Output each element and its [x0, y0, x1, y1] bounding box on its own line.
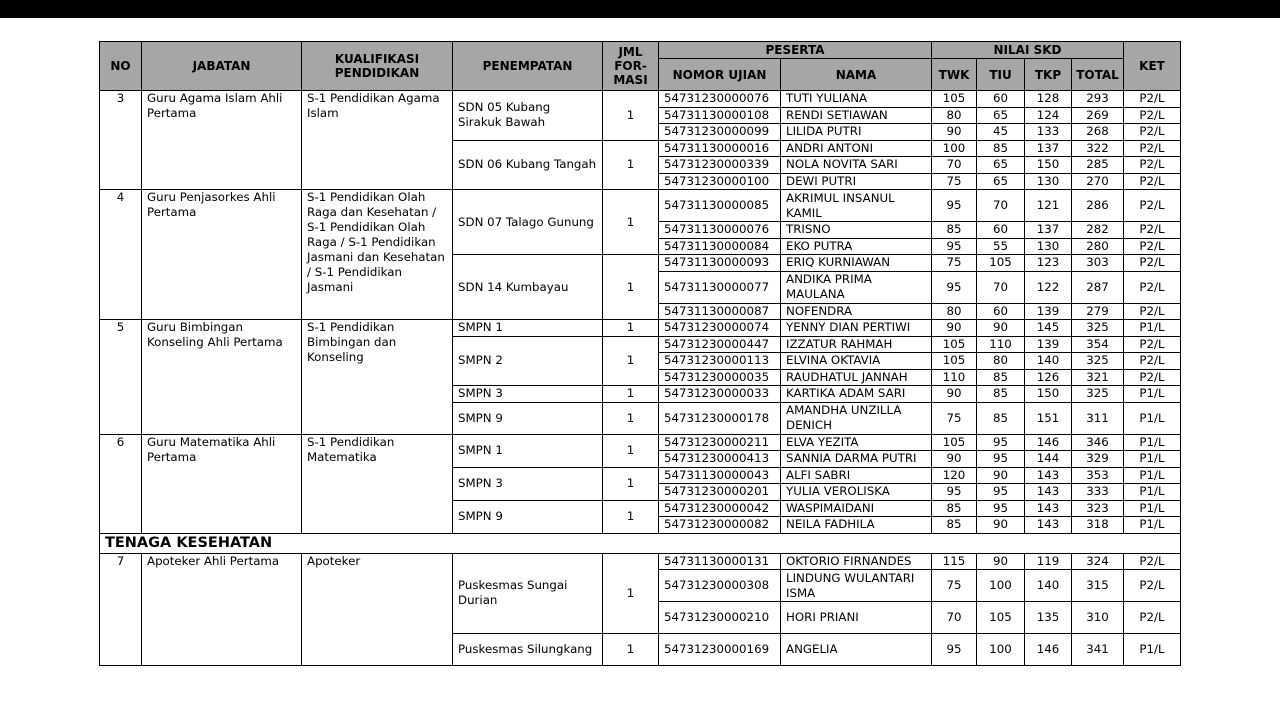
cell-total: 325: [1072, 353, 1124, 370]
cell-twk: 90: [932, 124, 977, 141]
cell-total: 287: [1072, 271, 1124, 303]
cell-twk: 85: [932, 500, 977, 517]
cell-total: 269: [1072, 107, 1124, 124]
cell-nama: ERIQ KURNIAWAN: [781, 255, 932, 272]
table-body: [100, 91, 1181, 666]
cell-tkp: 143: [1025, 500, 1072, 517]
header-total: TOTAL: [1072, 59, 1124, 91]
table-row: [100, 320, 1181, 337]
cell-tiu: 65: [977, 173, 1025, 190]
document-page: [99, 41, 1181, 666]
cell-ket: P1/L: [1124, 434, 1181, 451]
cell-twk: 85: [932, 517, 977, 534]
cell-twk: 90: [932, 451, 977, 468]
cell-nomor-ujian: 54731230000033: [659, 386, 781, 403]
cell-twk: 95: [932, 634, 977, 666]
cell-twk: 80: [932, 303, 977, 320]
cell-penempatan: Puskesmas Silungkang: [453, 634, 603, 666]
cell-nama: OKTORIO FIRNANDES: [781, 553, 932, 570]
cell-tiu: 105: [977, 602, 1025, 634]
cell-twk: 75: [932, 255, 977, 272]
cell-jabatan: Guru Matematika Ahli Pertama: [142, 434, 302, 533]
cell-total: 310: [1072, 602, 1124, 634]
cell-tiu: 110: [977, 336, 1025, 353]
cell-jml-formasi: 1: [603, 402, 659, 434]
cell-twk: 80: [932, 107, 977, 124]
cell-jml-formasi: 1: [603, 467, 659, 500]
cell-twk: 105: [932, 434, 977, 451]
cell-nomor-ujian: 54731230000447: [659, 336, 781, 353]
cell-tkp: 121: [1025, 190, 1072, 222]
cell-nama: TRISNO: [781, 222, 932, 239]
cell-nama: NEILA FADHILA: [781, 517, 932, 534]
cell-tiu: 90: [977, 517, 1025, 534]
cell-tiu: 60: [977, 91, 1025, 108]
cell-tkp: 137: [1025, 140, 1072, 157]
cell-ket: P2/L: [1124, 157, 1181, 174]
cell-ket: P1/L: [1124, 500, 1181, 517]
cell-penempatan: SDN 14 Kumbayau: [453, 255, 603, 320]
cell-nomor-ujian: 54731130000077: [659, 271, 781, 303]
cell-tkp: 137: [1025, 222, 1072, 239]
header-twk: TWK: [932, 59, 977, 91]
cell-tiu: 70: [977, 190, 1025, 222]
cell-tkp: 146: [1025, 634, 1072, 666]
cell-twk: 120: [932, 467, 977, 484]
cell-jml-formasi: 1: [603, 434, 659, 467]
cell-twk: 70: [932, 157, 977, 174]
cell-total: 325: [1072, 320, 1124, 337]
cell-penempatan: SDN 05 Kubang Sirakuk Bawah: [453, 91, 603, 141]
cell-ket: P2/L: [1124, 303, 1181, 320]
cell-nomor-ujian: 54731230000042: [659, 500, 781, 517]
cell-ket: P2/L: [1124, 91, 1181, 108]
cell-nomor-ujian: 54731130000108: [659, 107, 781, 124]
cell-tkp: 135: [1025, 602, 1072, 634]
cell-nomor-ujian: 54731230000169: [659, 634, 781, 666]
cell-tiu: 65: [977, 107, 1025, 124]
cell-ket: P1/L: [1124, 402, 1181, 434]
cell-tkp: 144: [1025, 451, 1072, 468]
section-title: TENAGA KESEHATAN: [100, 533, 1181, 553]
cell-nomor-ujian: 54731230000113: [659, 353, 781, 370]
cell-ket: P2/L: [1124, 553, 1181, 570]
cell-tiu: 70: [977, 271, 1025, 303]
cell-tiu: 55: [977, 238, 1025, 255]
cell-tkp: 143: [1025, 517, 1072, 534]
cell-ket: P1/L: [1124, 451, 1181, 468]
cell-ket: P1/L: [1124, 634, 1181, 666]
cell-twk: 105: [932, 336, 977, 353]
cell-tiu: 95: [977, 451, 1025, 468]
cell-tkp: 126: [1025, 369, 1072, 386]
cell-total: 315: [1072, 570, 1124, 602]
cell-twk: 85: [932, 222, 977, 239]
cell-total: 279: [1072, 303, 1124, 320]
cell-tiu: 85: [977, 386, 1025, 403]
cell-nama: HORI PRIANI: [781, 602, 932, 634]
cell-nama: LILIDA PUTRI: [781, 124, 932, 141]
header-nama: NAMA: [781, 59, 932, 91]
cell-nomor-ujian: 54731230000210: [659, 602, 781, 634]
cell-nama: SANNIA DARMA PUTRI: [781, 451, 932, 468]
cell-ket: P2/L: [1124, 271, 1181, 303]
cell-tkp: 151: [1025, 402, 1072, 434]
cell-nama: DEWI PUTRI: [781, 173, 932, 190]
header-peserta: PESERTA: [659, 42, 932, 59]
cell-nomor-ujian: 54731230000339: [659, 157, 781, 174]
cell-no: 4: [100, 190, 142, 320]
header-ket: KET: [1124, 42, 1181, 91]
cell-ket: P1/L: [1124, 320, 1181, 337]
cell-twk: 95: [932, 190, 977, 222]
cell-total: 341: [1072, 634, 1124, 666]
cell-jabatan: Guru Bimbingan Konseling Ahli Pertama: [142, 320, 302, 435]
cell-tkp: 133: [1025, 124, 1072, 141]
cell-kualifikasi: Apoteker: [302, 553, 453, 666]
cell-jabatan: Guru Penjasorkes Ahli Pertama: [142, 190, 302, 320]
cell-ket: P2/L: [1124, 140, 1181, 157]
cell-tkp: 130: [1025, 238, 1072, 255]
results-table: [99, 41, 1181, 666]
cell-tiu: 60: [977, 303, 1025, 320]
cell-jml-formasi: 1: [603, 336, 659, 386]
cell-ket: P2/L: [1124, 255, 1181, 272]
cell-penempatan: SMPN 1: [453, 320, 603, 337]
header-kualifikasi: KUALIFIKASI PENDIDIKAN: [302, 42, 453, 91]
cell-total: 346: [1072, 434, 1124, 451]
cell-penempatan: SDN 06 Kubang Tangah: [453, 140, 603, 190]
cell-twk: 75: [932, 402, 977, 434]
cell-nomor-ujian: 54731230000100: [659, 173, 781, 190]
cell-jml-formasi: 1: [603, 553, 659, 634]
cell-total: 333: [1072, 484, 1124, 501]
header-tiu: TIU: [977, 59, 1025, 91]
cell-twk: 105: [932, 91, 977, 108]
cell-tkp: 139: [1025, 303, 1072, 320]
cell-tkp: 140: [1025, 353, 1072, 370]
cell-tkp: 123: [1025, 255, 1072, 272]
cell-total: 282: [1072, 222, 1124, 239]
cell-nomor-ujian: 54731130000085: [659, 190, 781, 222]
cell-tiu: 95: [977, 500, 1025, 517]
cell-ket: P2/L: [1124, 353, 1181, 370]
cell-tiu: 60: [977, 222, 1025, 239]
cell-nomor-ujian: 54731130000076: [659, 222, 781, 239]
cell-tkp: 145: [1025, 320, 1072, 337]
cell-tiu: 100: [977, 634, 1025, 666]
cell-nomor-ujian: 54731230000082: [659, 517, 781, 534]
cell-total: 280: [1072, 238, 1124, 255]
cell-nama: LINDUNG WULANTARI ISMA: [781, 570, 932, 602]
cell-nama: ANDIKA PRIMA MAULANA: [781, 271, 932, 303]
cell-total: 293: [1072, 91, 1124, 108]
cell-jml-formasi: 1: [603, 255, 659, 320]
cell-total: 353: [1072, 467, 1124, 484]
cell-tkp: 150: [1025, 157, 1072, 174]
cell-nomor-ujian: 54731230000076: [659, 91, 781, 108]
cell-total: 270: [1072, 173, 1124, 190]
cell-penempatan: SMPN 2: [453, 336, 603, 386]
cell-tiu: 105: [977, 255, 1025, 272]
cell-twk: 115: [932, 553, 977, 570]
cell-total: 286: [1072, 190, 1124, 222]
header-nomor-ujian: NOMOR UJIAN: [659, 59, 781, 91]
cell-nama: KARTIKA ADAM SARI: [781, 386, 932, 403]
header-jabatan: JABATAN: [142, 42, 302, 91]
cell-nomor-ujian: 54731230000211: [659, 434, 781, 451]
cell-twk: 95: [932, 484, 977, 501]
cell-ket: P2/L: [1124, 124, 1181, 141]
cell-jml-formasi: 1: [603, 500, 659, 533]
cell-tiu: 90: [977, 320, 1025, 337]
cell-ket: P2/L: [1124, 222, 1181, 239]
cell-ket: P2/L: [1124, 336, 1181, 353]
cell-tiu: 95: [977, 434, 1025, 451]
cell-twk: 70: [932, 602, 977, 634]
cell-penempatan: Puskesmas Sungai Durian: [453, 553, 603, 634]
cell-jml-formasi: 1: [603, 190, 659, 255]
cell-tkp: 143: [1025, 484, 1072, 501]
cell-nomor-ujian: 54731130000043: [659, 467, 781, 484]
cell-ket: P2/L: [1124, 107, 1181, 124]
cell-kualifikasi: S-1 Pendidikan Olah Raga dan Kesehatan / S-1 Pendidikan Olah Raga / S-1 Pendidikan Jasmani dan Kesehatan / S-1 Pendidikan Jasmani: [302, 190, 453, 320]
cell-tkp: 128: [1025, 91, 1072, 108]
cell-nomor-ujian: 54731230000308: [659, 570, 781, 602]
cell-nomor-ujian: 54731230000074: [659, 320, 781, 337]
header-tkp: TKP: [1025, 59, 1072, 91]
cell-nama: TUTI YULIANA: [781, 91, 932, 108]
cell-kualifikasi: S-1 Pendidikan Bimbingan dan Konseling: [302, 320, 453, 435]
cell-nama: ALFI SABRI: [781, 467, 932, 484]
cell-no: 7: [100, 553, 142, 666]
cell-tkp: 124: [1025, 107, 1072, 124]
cell-twk: 75: [932, 570, 977, 602]
cell-ket: P1/L: [1124, 484, 1181, 501]
header-jml-formasi: JML FOR-MASI: [603, 42, 659, 91]
header-penempatan: PENEMPATAN: [453, 42, 603, 91]
cell-nama: AMANDHA UNZILLA DENICH: [781, 402, 932, 434]
cell-total: 318: [1072, 517, 1124, 534]
cell-jabatan: Guru Agama Islam Ahli Pertama: [142, 91, 302, 190]
cell-no: 6: [100, 434, 142, 533]
cell-tiu: 90: [977, 553, 1025, 570]
cell-jml-formasi: 1: [603, 91, 659, 141]
cell-tkp: 146: [1025, 434, 1072, 451]
cell-tiu: 65: [977, 157, 1025, 174]
cell-nama: YULIA VEROLISKA: [781, 484, 932, 501]
header-no: NO: [100, 42, 142, 91]
cell-twk: 90: [932, 386, 977, 403]
cell-ket: P1/L: [1124, 517, 1181, 534]
cell-nama: AKRIMUL INSANUL KAMIL: [781, 190, 932, 222]
cell-nama: EKO PUTRA: [781, 238, 932, 255]
cell-nomor-ujian: 54731230000201: [659, 484, 781, 501]
cell-nama: NOFENDRA: [781, 303, 932, 320]
table-header: [100, 42, 1181, 91]
cell-kualifikasi: S-1 Pendidikan Matematika: [302, 434, 453, 533]
cell-ket: P1/L: [1124, 386, 1181, 403]
cell-ket: P2/L: [1124, 190, 1181, 222]
cell-ket: P1/L: [1124, 467, 1181, 484]
cell-tiu: 45: [977, 124, 1025, 141]
cell-tkp: 140: [1025, 570, 1072, 602]
cell-penempatan: SMPN 3: [453, 386, 603, 403]
cell-tkp: 122: [1025, 271, 1072, 303]
cell-kualifikasi: S-1 Pendidikan Agama Islam: [302, 91, 453, 190]
cell-no: 5: [100, 320, 142, 435]
cell-jml-formasi: 1: [603, 386, 659, 403]
cell-ket: P2/L: [1124, 173, 1181, 190]
cell-tiu: 85: [977, 402, 1025, 434]
cell-nama: NOLA NOVITA SARI: [781, 157, 932, 174]
table-row: [100, 553, 1181, 570]
cell-ket: P2/L: [1124, 602, 1181, 634]
cell-twk: 100: [932, 140, 977, 157]
cell-tkp: 150: [1025, 386, 1072, 403]
cell-nama: ELVA YEZITA: [781, 434, 932, 451]
cell-penempatan: SMPN 9: [453, 402, 603, 434]
cell-twk: 95: [932, 271, 977, 303]
cell-tkp: 143: [1025, 467, 1072, 484]
cell-nomor-ujian: 54731130000016: [659, 140, 781, 157]
cell-tkp: 119: [1025, 553, 1072, 570]
table-row: [100, 190, 1181, 222]
cell-total: 321: [1072, 369, 1124, 386]
cell-total: 268: [1072, 124, 1124, 141]
cell-penempatan: SMPN 3: [453, 467, 603, 500]
section-row: [100, 533, 1181, 553]
cell-total: 354: [1072, 336, 1124, 353]
cell-nomor-ujian: 54731230000099: [659, 124, 781, 141]
cell-penempatan: SMPN 9: [453, 500, 603, 533]
cell-nomor-ujian: 54731230000413: [659, 451, 781, 468]
cell-nomor-ujian: 54731130000093: [659, 255, 781, 272]
cell-total: 325: [1072, 386, 1124, 403]
cell-tiu: 85: [977, 369, 1025, 386]
cell-nama: IZZATUR RAHMAH: [781, 336, 932, 353]
cell-ket: P2/L: [1124, 238, 1181, 255]
cell-tiu: 85: [977, 140, 1025, 157]
cell-penempatan: SDN 07 Talago Gunung: [453, 190, 603, 255]
cell-total: 329: [1072, 451, 1124, 468]
table-row: [100, 91, 1181, 108]
cell-nomor-ujian: 54731130000084: [659, 238, 781, 255]
cell-ket: P2/L: [1124, 570, 1181, 602]
cell-nama: ANGELIA: [781, 634, 932, 666]
cell-nomor-ujian: 54731230000035: [659, 369, 781, 386]
cell-total: 322: [1072, 140, 1124, 157]
cell-jml-formasi: 1: [603, 320, 659, 337]
table-row: [100, 434, 1181, 451]
header-nilai-skd: NILAI SKD: [932, 42, 1124, 59]
cell-twk: 110: [932, 369, 977, 386]
cell-nomor-ujian: 54731230000178: [659, 402, 781, 434]
cell-nama: ANDRI ANTONI: [781, 140, 932, 157]
cell-no: 3: [100, 91, 142, 190]
cell-total: 323: [1072, 500, 1124, 517]
cell-jml-formasi: 1: [603, 140, 659, 190]
cell-tiu: 100: [977, 570, 1025, 602]
cell-jabatan: Apoteker Ahli Pertama: [142, 553, 302, 666]
cell-nama: ELVINA OKTAVIA: [781, 353, 932, 370]
cell-twk: 90: [932, 320, 977, 337]
cell-total: 303: [1072, 255, 1124, 272]
cell-tkp: 130: [1025, 173, 1072, 190]
cell-twk: 105: [932, 353, 977, 370]
cell-twk: 75: [932, 173, 977, 190]
cell-tiu: 90: [977, 467, 1025, 484]
cell-twk: 95: [932, 238, 977, 255]
cell-jml-formasi: 1: [603, 634, 659, 666]
cell-nomor-ujian: 54731130000087: [659, 303, 781, 320]
cell-ket: P2/L: [1124, 369, 1181, 386]
cell-nama: WASPIMAIDANI: [781, 500, 932, 517]
cell-nomor-ujian: 54731130000131: [659, 553, 781, 570]
cell-tkp: 139: [1025, 336, 1072, 353]
cell-total: 324: [1072, 553, 1124, 570]
cell-penempatan: SMPN 1: [453, 434, 603, 467]
cell-total: 311: [1072, 402, 1124, 434]
cell-nama: RENDI SETIAWAN: [781, 107, 932, 124]
cell-nama: YENNY DIAN PERTIWI: [781, 320, 932, 337]
cell-nama: RAUDHATUL JANNAH: [781, 369, 932, 386]
cell-total: 285: [1072, 157, 1124, 174]
cell-tiu: 80: [977, 353, 1025, 370]
cell-tiu: 95: [977, 484, 1025, 501]
top-bar: [0, 0, 1280, 18]
